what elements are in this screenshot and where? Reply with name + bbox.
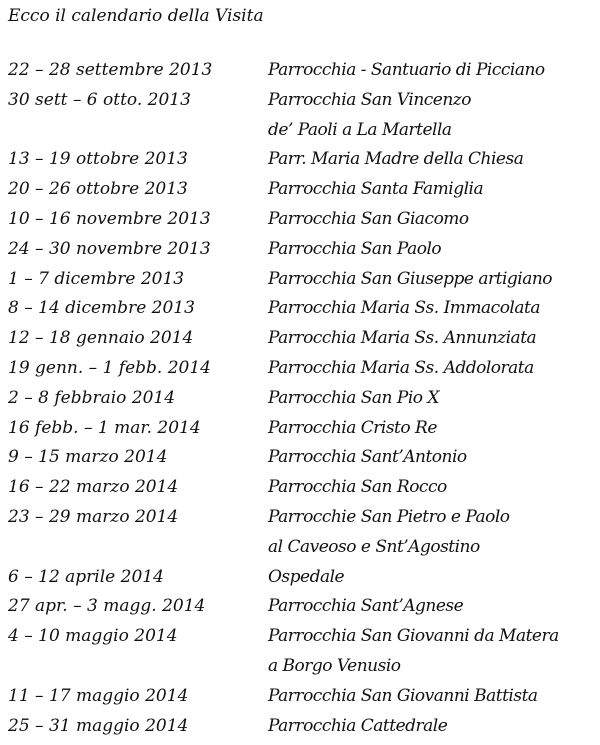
schedule-date: 22 – 28 settembre 2013 <box>8 60 213 80</box>
schedule-place-line: Parrocchia Sant’Agnese <box>268 596 464 617</box>
schedule-row <box>8 294 598 324</box>
schedule-place <box>268 473 598 503</box>
schedule-row <box>8 205 598 235</box>
schedule-date: 11 – 17 maggio 2014 <box>8 685 189 706</box>
schedule-row <box>8 682 598 712</box>
schedule-place <box>268 414 598 444</box>
schedule-place-line: Ospedale <box>268 566 345 587</box>
schedule-row <box>8 86 598 146</box>
schedule-row <box>8 592 598 622</box>
schedule-place <box>268 175 598 205</box>
schedule-place-line: Parrocchia San Pio X <box>268 387 440 408</box>
schedule-place-line: de’ Paoli a La Martella <box>268 119 452 140</box>
schedule-date: 2 – 8 febbraio 2014 <box>8 387 176 408</box>
schedule-row <box>8 473 598 503</box>
schedule-place <box>268 622 598 682</box>
schedule-place-line: Parr. Maria Madre della Chiesa <box>268 149 524 170</box>
schedule-date: 30 sett – 6 otto. 2013 <box>8 89 191 110</box>
schedule-place-line: a Borgo Venusio <box>268 655 401 676</box>
schedule-place-line: Parrocchia Maria Ss. Immacolata <box>268 298 540 319</box>
schedule-row <box>8 175 598 205</box>
schedule-date: 19 genn. – 1 febb. 2014 <box>8 357 211 378</box>
schedule-place-line: Parrocchia Santa Famiglia <box>268 179 484 200</box>
schedule-date: 12 – 18 gennaio 2014 <box>8 328 194 349</box>
schedule-place-line: Parrocchia San Vincenzo <box>268 89 471 110</box>
schedule-place <box>268 56 598 86</box>
schedule-place <box>268 712 598 742</box>
schedule-place <box>268 354 598 384</box>
schedule-date: 13 – 19 ottobre 2013 <box>8 149 188 170</box>
schedule-place <box>268 235 598 265</box>
schedule-row <box>8 384 598 414</box>
schedule-place-line: Parrocchia San Giovanni Battista <box>268 685 538 706</box>
schedule-row <box>8 503 598 563</box>
schedule-place-line: Parrocchia San Giovanni da Matera <box>268 626 559 647</box>
visit-schedule <box>8 56 598 741</box>
schedule-row <box>8 265 598 295</box>
schedule-place <box>268 145 598 175</box>
schedule-date: 24 – 30 novembre 2013 <box>8 238 211 259</box>
schedule-place <box>268 503 598 563</box>
schedule-place-line: Parrocchia - Santuario di Picciano <box>268 60 545 80</box>
schedule-date: 16 febb. – 1 mar. 2014 <box>8 417 201 438</box>
schedule-date: 16 – 22 marzo 2014 <box>8 477 179 498</box>
schedule-row <box>8 354 598 384</box>
schedule-date: 9 – 15 marzo 2014 <box>8 447 168 468</box>
schedule-place <box>268 592 598 622</box>
schedule-date: 27 apr. – 3 magg. 2014 <box>8 596 206 617</box>
schedule-row <box>8 56 598 86</box>
schedule-place <box>268 265 598 295</box>
schedule-row <box>8 414 598 444</box>
schedule-row <box>8 622 598 682</box>
schedule-date: 6 – 12 aprile 2014 <box>8 566 164 587</box>
schedule-row <box>8 712 598 742</box>
schedule-place <box>268 443 598 473</box>
document-title: Ecco il calendario della Visita <box>8 6 264 26</box>
schedule-place-line: Parrocchia Cristo Re <box>268 417 437 438</box>
schedule-date: 4 – 10 maggio 2014 <box>8 626 178 647</box>
schedule-place <box>268 384 598 414</box>
schedule-date: 25 – 31 maggio 2014 <box>8 715 189 736</box>
schedule-row <box>8 324 598 354</box>
schedule-date: 8 – 14 dicembre 2013 <box>8 298 195 319</box>
schedule-date: 1 – 7 dicembre 2013 <box>8 268 185 289</box>
schedule-place-line: Parrocchia Cattedrale <box>268 715 448 736</box>
schedule-date: 10 – 16 novembre 2013 <box>8 208 211 229</box>
schedule-place <box>268 682 598 712</box>
schedule-row <box>8 145 598 175</box>
schedule-row <box>8 563 598 593</box>
schedule-place-line: Parrocchia Maria Ss. Addolorata <box>268 357 534 378</box>
schedule-date: 23 – 29 marzo 2014 <box>8 506 179 527</box>
schedule-place <box>268 294 598 324</box>
schedule-place-line: Parrocchia San Rocco <box>268 477 447 498</box>
schedule-date: 20 – 26 ottobre 2013 <box>8 179 188 200</box>
schedule-place-line: Parrocchia Maria Ss. Annunziata <box>268 328 537 349</box>
schedule-place-line: Parrocchie San Pietro e Paolo <box>268 506 510 527</box>
schedule-place-line: Parrocchia San Paolo <box>268 238 442 259</box>
schedule-place <box>268 205 598 235</box>
schedule-row <box>8 235 598 265</box>
schedule-place <box>268 324 598 354</box>
schedule-place-line: Parrocchia Sant’Antonio <box>268 447 467 468</box>
schedule-place-line: Parrocchia San Giacomo <box>268 208 469 229</box>
schedule-row <box>8 443 598 473</box>
schedule-place-line: al Caveoso e Snt’Agostino <box>268 536 480 557</box>
schedule-place <box>268 563 598 593</box>
schedule-place <box>268 86 598 146</box>
schedule-place-line: Parrocchia San Giuseppe artigiano <box>268 268 553 289</box>
